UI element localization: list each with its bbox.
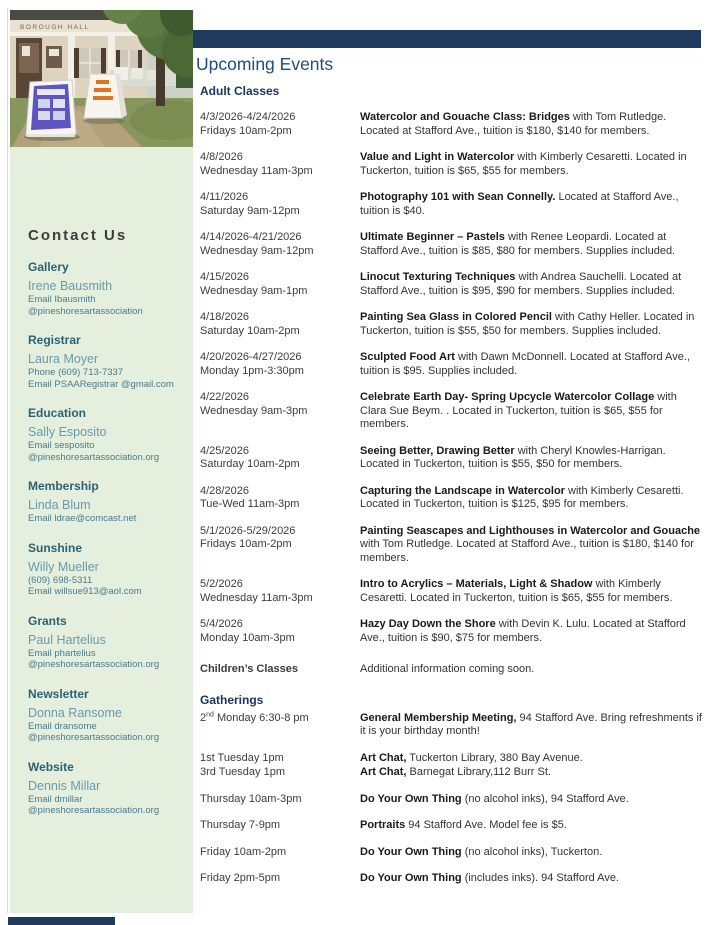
gathering-time: Thursday 7-9pm [200, 819, 281, 831]
event-description [360, 485, 702, 512]
gathering-row [200, 846, 702, 860]
contact-name: Donna Ransome [28, 705, 122, 720]
event-date-line: Monday 10am-3pm [200, 631, 295, 644]
section-heading: Education [28, 406, 87, 420]
event-text: with Andrea Sauchelli. Located at Stafford Ave., tuition is $95, $90 for members. Supplies included. [360, 271, 682, 297]
gathering-time: Friday 10am-2pm [200, 845, 287, 858]
section-heading: Registrar [28, 333, 81, 347]
event-description [360, 191, 702, 218]
borough-hall-photo [10, 10, 193, 147]
event-dates [200, 231, 360, 258]
event-text: with Renee Leopardi. Located at Stafford Ave., tuition is $85, $80 for members. Supplies included. [360, 231, 676, 257]
gathering-title: Portraits [360, 819, 406, 831]
gathering-title: Do Your Own Thing [360, 792, 462, 805]
event-text: Located at Stafford Ave., tuition is $40. [360, 191, 679, 217]
borough-hall-photo-art [10, 10, 193, 147]
contact-detail: Email dmillar [28, 793, 83, 805]
event-title: Photography 101 with Sean Connelly. [360, 191, 556, 203]
contact-detail: (609) 698-5311 [28, 574, 93, 586]
gathering-row [200, 752, 702, 766]
contact-name: Linda Blum [28, 498, 91, 512]
event-description [360, 391, 702, 432]
event-date-line: Wednesday 11am-3pm [200, 591, 313, 604]
event-date-line: 4/14/2026-4/21/2026 [200, 231, 302, 243]
gathering-description [360, 752, 702, 766]
event-dates [200, 578, 360, 605]
event-date-line: Tue-Wed 11am-3pm [200, 498, 300, 510]
event-title: Painting Sea Glass in Colored Pencil [360, 311, 552, 323]
event-date-line: Fridays 10am-2pm [200, 538, 292, 550]
events-main [200, 84, 702, 886]
event-title: Sculpted Food Art [360, 351, 455, 363]
section-heading: Newsletter [28, 686, 89, 701]
event-description [360, 311, 702, 338]
event-text: with Cheryl Knowles-Harrigan. Located in Tuckerton, tuition is $55, $50 for members. [360, 444, 666, 470]
contact-detail: Email ldrae@comcast.net [28, 513, 137, 524]
gathering-text: 94 Stafford Ave. Bring refreshments if it is your birthday month! [360, 711, 702, 737]
sidebar-section [28, 614, 185, 671]
page-title: Upcoming Events [196, 54, 334, 74]
event-row [200, 111, 702, 138]
event-row [200, 351, 702, 378]
contact-detail: Phone (609) 713-7337 [28, 367, 124, 378]
contact-detail: Email phartelius [28, 647, 96, 659]
event-title: Celebrate Earth Day- Spring Upcycle Watercolor Collage [360, 391, 655, 403]
footer-bar-fragment [8, 917, 115, 925]
gathering-time: Thursday 10am-3pm [200, 792, 302, 805]
gathering-text: Tuckerton Library, 380 Bay Avenue. [406, 751, 583, 764]
contact-detail: @pineshoresartassociation [28, 305, 143, 317]
a-frame-sign-left [26, 80, 76, 137]
sidebar-section [28, 541, 185, 598]
event-date-line: 4/15/2026 [200, 271, 249, 283]
event-date-line: 4/25/2026 [200, 444, 249, 457]
contact-name: Sally Esposito [28, 425, 107, 439]
section-heading: Grants [28, 613, 67, 628]
gathering-text: (no alcohol inks), 94 Stafford Ave. [461, 792, 629, 805]
sidebar-section [28, 406, 185, 463]
gathering-time: 2nd Monday 6:30-8 pm [200, 710, 309, 724]
children-classes-note: Additional information coming soon. [360, 663, 535, 675]
contact-detail: Email dransome [28, 720, 97, 732]
gathering-description [360, 819, 702, 833]
section-heading: Gallery [28, 260, 69, 274]
event-row [200, 191, 702, 218]
event-date-line: Saturday 9am-12pm [200, 204, 300, 217]
event-date-line: Saturday 10am-2pm [200, 324, 300, 337]
event-title: Painting Seascapes and Lighthouses in Watercolor and Gouache [360, 524, 701, 537]
event-date-line: 4/28/2026 [200, 484, 249, 497]
event-dates [200, 311, 360, 338]
contact-detail: Email willsue913@aol.com [28, 586, 142, 597]
event-row [200, 578, 702, 605]
gathering-description [360, 766, 702, 780]
gathering-title: Art Chat, [360, 751, 407, 764]
gathering-text: (no alcohol inks), Tuckerton. [461, 845, 603, 858]
event-text: with Kimberly Cesaretti. Located in Tuckerton, tuition is $65, $55 for members. [360, 578, 673, 604]
adult-classes-heading: Adult Classes [200, 84, 280, 98]
event-row [200, 618, 702, 645]
children-classes-row [200, 663, 702, 677]
event-date-line: 4/11/2026 [200, 191, 249, 203]
page-border-line [7, 8, 8, 913]
gathering-row [200, 872, 702, 886]
gatherings-rows [200, 712, 702, 886]
event-row [200, 525, 702, 566]
gathering-row [200, 793, 702, 807]
gathering-description [360, 712, 702, 739]
children-classes-heading: Children’s Classes [200, 663, 299, 675]
contact-name: Dennis Millar [28, 778, 101, 793]
gathering-text: 94 Stafford Ave. Model fee is $5. [405, 819, 567, 831]
sidebar-section [28, 687, 185, 744]
event-date-line: Wednesday 11am-3pm [200, 164, 313, 177]
event-description [360, 445, 702, 472]
event-title: Value and Light in Watercolor [360, 151, 515, 163]
a-frame-sign-center [84, 74, 127, 118]
event-description [360, 351, 702, 378]
contact-us-title: Contact Us [28, 227, 128, 244]
borough-hall-sign-text: BOROUGH HALL [20, 24, 90, 31]
event-date-line: 4/22/2026 [200, 391, 249, 403]
event-date-line: Wednesday 9am-12pm [200, 244, 314, 257]
section-heading: Sunshine [28, 540, 83, 555]
header-bar [193, 30, 701, 48]
gathering-title: Art Chat, [360, 766, 407, 778]
sidebar-section [28, 333, 185, 390]
sidebar-sections [28, 260, 185, 817]
contact-sidebar [10, 147, 193, 913]
event-title: Hazy Day Down the Shore [360, 618, 496, 630]
event-date-line: 4/8/2026 [200, 151, 243, 163]
gathering-row [200, 712, 702, 739]
gatherings-heading: Gatherings [200, 692, 264, 707]
event-dates [200, 351, 360, 378]
event-description [360, 618, 702, 645]
event-description [360, 578, 702, 605]
event-date-line: 5/1/2026-5/29/2026 [200, 524, 296, 537]
contact-detail: @pineshoresartassociation.org [28, 659, 160, 670]
contact-detail: Email PSAARegistrar @gmail.com [28, 378, 174, 390]
event-dates [200, 151, 360, 178]
event-row [200, 231, 702, 258]
gathering-time: 3rd Tuesday 1pm [200, 766, 285, 778]
event-text: with Tom Rutledge. Located at Stafford Ave., tuition is $180, $140 for members. [360, 111, 667, 137]
event-dates [200, 271, 360, 298]
event-title: Capturing the Landscape in Watercolor [360, 484, 565, 497]
event-dates [200, 525, 360, 566]
event-row [200, 445, 702, 472]
event-description [360, 271, 702, 298]
event-text: with Kimberly Cesaretti. Located in Tuckerton, tuition is $65, $55 for members. [360, 151, 687, 177]
contact-detail: Email sesposito [28, 440, 95, 451]
event-description [360, 525, 702, 566]
sidebar-section [28, 260, 185, 317]
event-title: Ultimate Beginner – Pastels [360, 231, 505, 243]
event-dates [200, 111, 360, 138]
gathering-row [200, 766, 702, 780]
gathering-title: Do Your Own Thing [360, 872, 462, 884]
contact-detail: @pineshoresartassociation.org [28, 451, 160, 463]
event-row [200, 271, 702, 298]
contact-detail: Email Ibausmith [28, 294, 96, 305]
event-title: Intro to Acrylics – Materials, Light & Shadow [360, 578, 593, 590]
gathering-text: Barnegat Library,112 Burr St. [406, 766, 551, 778]
event-title: Linocut Texturing Techniques [360, 271, 516, 283]
event-description [360, 111, 702, 138]
event-dates [200, 391, 360, 432]
event-date-line: Wednesday 9am-3pm [200, 404, 308, 417]
sidebar-section [28, 479, 185, 525]
event-text: with Cathy Heller. Located in Tuckerton, tuition is $55, $50 for members. Supplies included. [360, 311, 695, 337]
event-dates [200, 618, 360, 645]
gathering-time: Friday 2pm-5pm [200, 872, 281, 884]
gathering-title: General Membership Meeting, [360, 711, 517, 724]
gathering-text: (includes inks). 94 Stafford Ave. [461, 872, 619, 884]
event-row [200, 311, 702, 338]
adult-events [200, 111, 702, 645]
gathering-time: 1st Tuesday 1pm [200, 751, 284, 764]
event-date-line: Fridays 10am-2pm [200, 124, 292, 137]
event-date-line: 5/4/2026 [200, 618, 243, 630]
contact-detail: @pineshoresartassociation.org [28, 805, 160, 816]
event-title: Seeing Better, Drawing Better [360, 444, 515, 457]
contact-detail: @pineshoresartassociation.org [28, 732, 160, 743]
gathering-description [360, 793, 702, 807]
event-dates [200, 485, 360, 512]
event-dates [200, 191, 360, 218]
gathering-description [360, 846, 702, 860]
event-description [360, 231, 702, 258]
event-text: with Dawn McDonnell. Located at Stafford Ave., tuition is $95. Supplies included. [360, 351, 690, 377]
event-date-line: 4/20/2026-4/27/2026 [200, 351, 302, 363]
event-date-line: 4/3/2026-4/24/2026 [200, 111, 296, 123]
event-row [200, 151, 702, 178]
event-date-line: 5/2/2026 [200, 578, 243, 590]
event-text: with Kimberly Cesaretti. Located in Tuckerton, tuition is $125, $95 for members. [360, 484, 684, 510]
contact-name: Irene Bausmith [28, 279, 113, 293]
event-text: with Tom Rutledge. Located at Stafford Ave., tuition is $180, $140 for members. [360, 538, 694, 564]
event-row [200, 391, 702, 432]
event-text: with Clara Sue Beym. . Located in Tuckerton, tuition is $65, $55 for members. [360, 391, 677, 430]
event-description [360, 151, 702, 178]
event-date-line: 4/18/2026 [200, 311, 249, 323]
contact-name: Laura Moyer [28, 352, 99, 366]
gathering-row [200, 819, 702, 833]
contact-name: Willy Mueller [28, 559, 99, 574]
event-date-line: Monday 1pm-3:30pm [200, 364, 304, 377]
sidebar-section [28, 760, 185, 817]
section-heading: Website [28, 759, 74, 774]
event-date-line: Saturday 10am-2pm [200, 458, 300, 470]
event-text: with Devin K. Lulu. Located at Stafford Ave., tuition is $90, $75 for members. [360, 618, 686, 644]
event-dates [200, 445, 360, 472]
gathering-title: Do Your Own Thing [360, 845, 462, 858]
contact-name: Paul Hartelius [28, 632, 106, 647]
gathering-description [360, 872, 702, 886]
event-date-line: Wednesday 9am-1pm [200, 284, 308, 297]
section-heading: Membership [28, 479, 99, 493]
event-row [200, 485, 702, 512]
event-title: Watercolor and Gouache Class: Bridges [360, 111, 570, 123]
